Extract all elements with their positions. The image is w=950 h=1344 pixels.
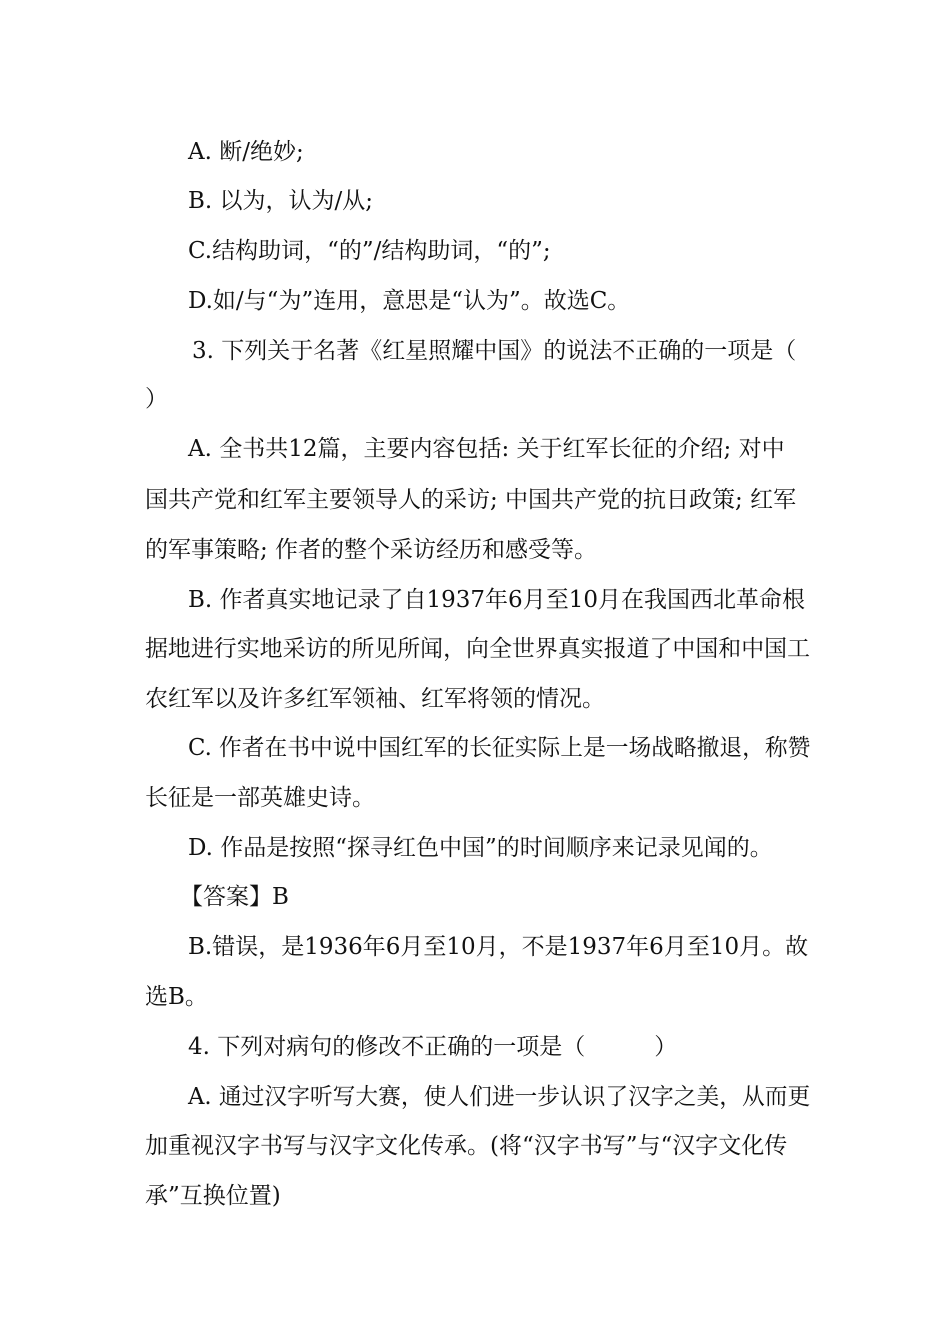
q3-explanation-line2: 选B。 — [145, 984, 208, 1010]
q3-option-a-line2: 国共产党和红军主要领导人的采访; 中国共产党的抗日政策; 红军 — [145, 487, 797, 513]
q3-option-c: C. 作者在书中说中国红军的长征实际上是一场战略撤退，称赞 — [188, 735, 811, 761]
q3-stem: 3. 下列关于名著《红星照耀中国》的说法不正确的一项是（ — [192, 338, 797, 364]
q3-option-d: D. 作品是按照“探寻红色中国”的时间顺序来记录见闻的。 — [188, 835, 773, 861]
q4-option-a: A. 通过汉字听写大赛，使人们进一步认识了汉字之美，从而更 — [188, 1084, 811, 1110]
q3-option-b-line2: 据地进行实地采访的所见所闻，向全世界真实报道了中国和中国工 — [145, 636, 810, 662]
q3-option-c-line2: 长征是一部英雄史诗。 — [145, 785, 375, 811]
q2-option-d-explanation: D.如/与“为”连用，意思是“认为”。故选C。 — [188, 288, 631, 314]
q2-option-b-explanation: B. 以为，认为/从; — [188, 188, 374, 214]
q2-option-a-explanation: A. 断/绝妙; — [188, 139, 304, 165]
q3-option-b: B. 作者真实地记录了自1937年6月至10月在我国西北革命根 — [188, 587, 805, 613]
q3-option-a-line3: 的军事策略; 作者的整个采访经历和感受等。 — [145, 537, 598, 563]
q3-explanation: B.错误，是1936年6月至10月，不是1937年6月至10月。故 — [188, 934, 809, 960]
q3-answer: 【答案】B — [180, 884, 289, 910]
q3-stem-continuation: ） — [145, 386, 168, 412]
q3-option-b-line3: 农红军以及许多红军领袖、红军将领的情况。 — [145, 686, 605, 712]
q3-option-a: A. 全书共12篇，主要内容包括: 关于红军长征的介绍; 对中 — [188, 436, 785, 462]
q4-option-a-line3: 承”互换位置) — [145, 1183, 281, 1209]
q2-option-c-explanation: C.结构助词，“的”/结构助词，“的”; — [188, 238, 551, 264]
q4-stem: 4. 下列对病句的修改不正确的一项是（ ） — [188, 1034, 678, 1060]
q4-option-a-line2: 加重视汉字书写与汉字文化传承。(将“汉字书写”与“汉字文化传 — [145, 1133, 788, 1159]
